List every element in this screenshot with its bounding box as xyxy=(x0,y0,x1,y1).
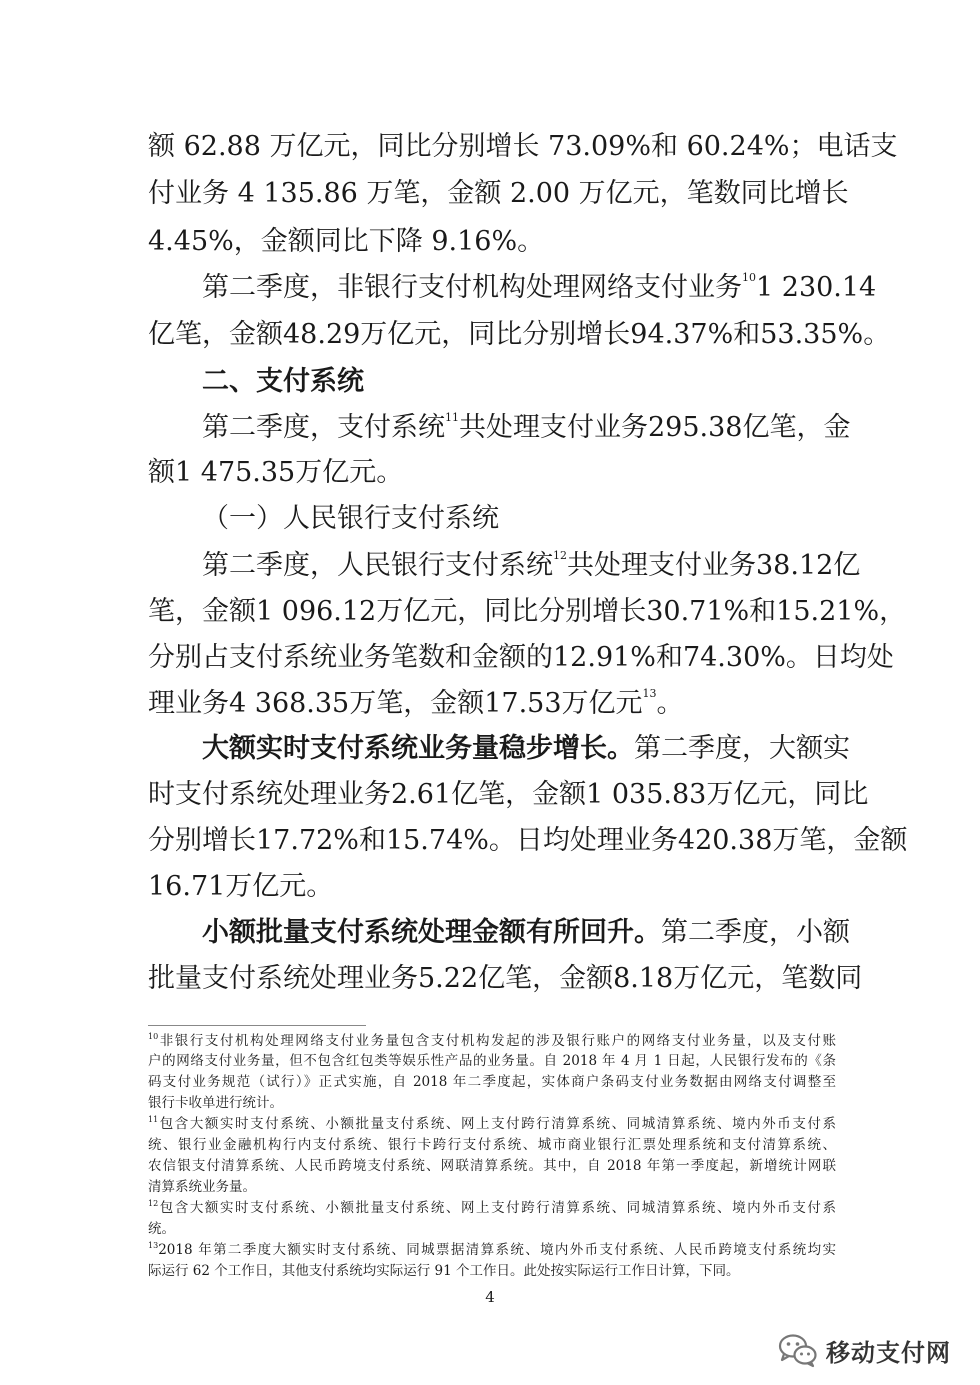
body-line: 额 62.88 万亿元，同比分别增长 73.09%和 60.24%；电话支 xyxy=(148,131,898,162)
footnote-ref[interactable]: 11 xyxy=(445,411,459,424)
footnote-line: 清算系统业务量。 xyxy=(148,1179,256,1195)
body-line: 笔，金额1 096.12万亿元，同比分别增长30.71%和15.21%， xyxy=(148,596,907,627)
body-line: 小额批量支付系统处理金额有所回升。第二季度，小额 xyxy=(202,917,850,948)
footnote-line: 际运行 62 个工作日，其他支付系统均实际运行 91 个工作日。此处按实际运行工作日计算，下同。 xyxy=(148,1263,740,1279)
watermark-text: 移动支付网 xyxy=(826,1338,951,1367)
body-line: 付业务 4 135.86 万笔，金额 2.00 万亿元，笔数同比增长 xyxy=(148,178,849,209)
watermark xyxy=(778,1330,951,1370)
body-line: 第二季度，人民银行支付系统$^{12}$共处理支付业务38.12亿 xyxy=(202,549,861,581)
body-line: 亿笔，金额48.29万亿元，同比分别增长94.37%和53.35%。 xyxy=(148,319,891,350)
footnote-line: 码支付业务规范（试行）》正式实施，自 2018 年二季度起，实体商户条码支付业务数据由网络支付调整至 xyxy=(148,1074,836,1090)
body-line: 第二季度，支付系统$^{11}$共处理支付业务295.38亿笔，金 xyxy=(202,411,851,443)
page-number: 4 xyxy=(485,1288,495,1306)
footnote-12: $^{12}$包含大额实时支付系统、小额批量支付系统、网上支付跨行清算系统、同城清算系统、境内外币支付系 xyxy=(148,1199,836,1216)
body-line: 理业务4 368.35万笔，金额17.53万亿元$^{13}$。 xyxy=(148,687,684,719)
footnote-10: $^{10}$非银行支付机构处理网络支付业务量包含支付机构发起的涉及银行账户的网络支付业务量，以及支付账 xyxy=(148,1032,836,1049)
footnote-11: $^{11}$包含大额实时支付系统、小额批量支付系统、网上支付跨行清算系统、同城清算系统、境内外币支付系 xyxy=(148,1115,836,1132)
footnote-ref[interactable]: 10 xyxy=(742,271,756,284)
body-line: 分别占支付系统业务笔数和金额的12.91%和74.30%。日均处 xyxy=(148,642,894,673)
body-line: 批量支付系统处理业务5.22亿笔，金额8.18万亿元，笔数同 xyxy=(148,963,863,994)
bold-lead: 大额实时支付系统业务量稳步增长。 xyxy=(202,733,634,764)
footnote-line: 户的网络支付业务量，但不包含红包类等娱乐性产品的业务量。自 2018 年 4 月 1 日起，人民银行发布的《条 xyxy=(148,1053,836,1069)
footnote-line: 统、银行业金融机构行内支付系统、银行卡跨行支付系统、城市商业银行汇票处理系统和支付清算系统、 xyxy=(148,1137,836,1153)
body-line: 第二季度，非银行支付机构处理网络支付业务$^{10}$1 230.14 xyxy=(202,271,877,303)
body-line: 大额实时支付系统业务量稳步增长。第二季度，大额实 xyxy=(202,733,850,764)
wechat-icon xyxy=(778,1333,818,1367)
section-heading: 二、支付系统 xyxy=(202,366,364,397)
footnote-line: 农信银支付清算系统、人民币跨境支付系统、网联清算系统。其中，自 2018 年第一季度起，新增统计网联 xyxy=(148,1158,836,1174)
body-line: 4.45%，金额同比下降 9.16%。 xyxy=(148,226,545,257)
footnote-line: 银行卡收单进行统计。 xyxy=(148,1095,283,1111)
body-line: 分别增长17.72%和15.74%。日均处理业务420.38万笔，金额 xyxy=(148,825,908,856)
body-line: 额1 475.35万亿元。 xyxy=(148,457,404,488)
footnote-divider xyxy=(148,1025,366,1026)
footnote-13: $^{13}$2018 年第二季度大额实时支付系统、同城票据清算系统、境内外币支付系统、人民币跨境支付系统均实 xyxy=(148,1241,836,1258)
subsection-heading: （一）人民银行支付系统 xyxy=(202,503,499,534)
bold-lead: 小额批量支付系统处理金额有所回升。 xyxy=(202,917,661,948)
footnote-line: 统。 xyxy=(148,1221,175,1237)
footnote-ref[interactable]: 12 xyxy=(553,549,567,562)
body-line: 时支付系统处理业务2.61亿笔，金额1 035.83万亿元，同比 xyxy=(148,779,869,810)
body-line: 16.71万亿元。 xyxy=(148,871,334,902)
footnote-ref[interactable]: 13 xyxy=(642,687,657,700)
